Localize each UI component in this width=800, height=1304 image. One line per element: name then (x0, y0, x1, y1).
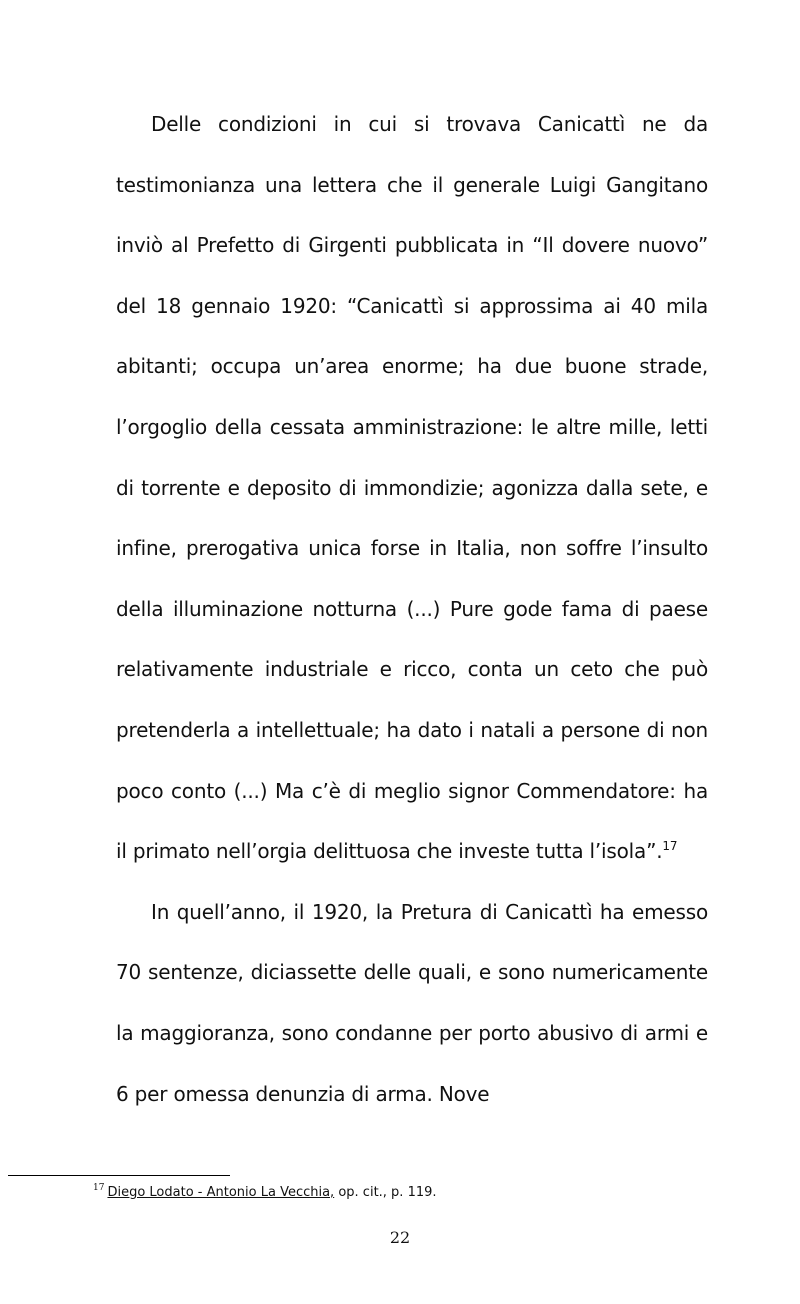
page-number: 22 (389, 1228, 411, 1247)
footnote-number: 17 (93, 1183, 105, 1193)
footnote (93, 1184, 437, 1202)
main-text (116, 94, 708, 1124)
footnote-authors-link[interactable]: Diego Lodato - Antonio La Vecchia, (107, 1185, 335, 1200)
footnote-citation: op. cit., p. 119. (334, 1185, 437, 1200)
footnote-reference[interactable]: 17 (662, 839, 678, 854)
paragraph-1-text: Delle condizioni in cui si trovava Canicattì ne da testimonianza una lettera che il generale Luigi Gangitano inviò al Prefetto di Girgenti pubblicata in “Il dovere nuovo” del 18 gennaio 1920: “Canicattì si approssima ai 40 mila abitanti; occupa un’area enorme; ha due buone strade, l’orgoglio della cessata amministrazione: le altre mille, letti di torrente e deposito di immondizie; agonizza dalla sete, e infine, prerogativa unica forse in Italia, non soffre l’insulto della illuminazione notturna (...) Pure gode fama di paese relativamente industriale e ricco, conta un ceto che può pretenderla a intellettuale; ha dato i natali a persone di non poco conto (...) Ma c’è di meglio signor Commendatore: ha il primato nell’orgia delittuosa che investe tutta l’isola”. (116, 112, 708, 864)
footnote-separator (8, 1175, 230, 1176)
paragraph-2-text: In quell’anno, il 1920, la Pretura di Canicattì ha emesso 70 sentenze, diciassette delle quali, e sono numericamente la maggioranza, sono condanne per porto abusivo di armi e 6 per omessa denunzia di arma. Nove (116, 899, 708, 1106)
paragraph-1 (116, 94, 708, 882)
paragraph-2 (116, 882, 708, 1124)
